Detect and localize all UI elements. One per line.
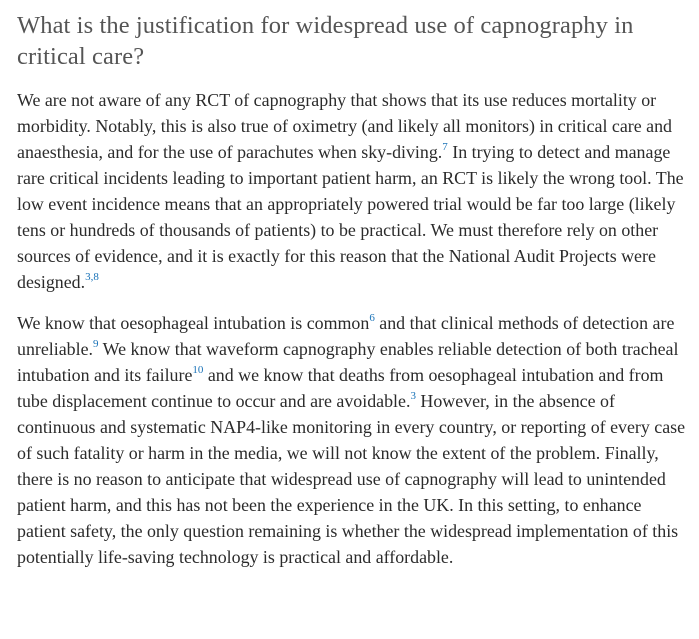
paragraph (17, 87, 689, 295)
paragraph-text: We know that waveform capnography enables reliable detection of both tracheal intubation and its failure (17, 339, 679, 385)
citation-link[interactable]: 3 (410, 390, 416, 403)
citation-link[interactable]: 10 (192, 364, 204, 377)
citation-link[interactable]: 3,8 (85, 271, 99, 284)
paragraph-text: and we know that deaths from oesophageal intubation and from tube displacement continue to occur and are avoidable. (17, 365, 664, 411)
section-heading: What is the justification for widespread use of capnography in critical care? (17, 12, 634, 70)
citation-link[interactable]: 6 (369, 312, 375, 325)
paragraph-text: In trying to detect and manage rare critical incidents leading to important patient harm, an RCT is likely the wrong tool. The low event incidence means that an appropriately powered trial would be far too large (likely tens or hundreds of thousands of patients) to be practical. We must therefore rely on other sources of evidence, and it is exactly for this reason that the National Audit Projects were designed. (17, 142, 684, 292)
paragraph-text: We know that oesophageal intubation is common (17, 313, 370, 333)
article-section (17, 10, 689, 570)
paragraph-text: and that clinical methods of detection are unreliable. (17, 313, 675, 359)
paragraph-text: We are not aware of any RCT of capnography that shows that its use reduces mortality or morbidity. Notably, this is also true of oximetry (and likely all monitors) in critical care and anaesthesia, and for the use of parachutes when sky-diving. (17, 90, 672, 162)
citation-link[interactable]: 9 (93, 338, 99, 351)
paragraph-text: However, in the absence of continuous and systematic NAP4-like monitoring in every country, or reporting of every case of such fatality or harm in the media, we will not know the extent of the problem. Finally, there is no reason to anticipate that widespread use of capnography will lead to unintended patient harm, and this has not been the experience in the UK. In this setting, to enhance patient safety, the only question remaining is whether the widespread implementation of this potentially life-saving technology is practical and affordable. (17, 391, 686, 567)
paragraph (17, 310, 689, 570)
citation-link[interactable]: 7 (442, 141, 448, 154)
